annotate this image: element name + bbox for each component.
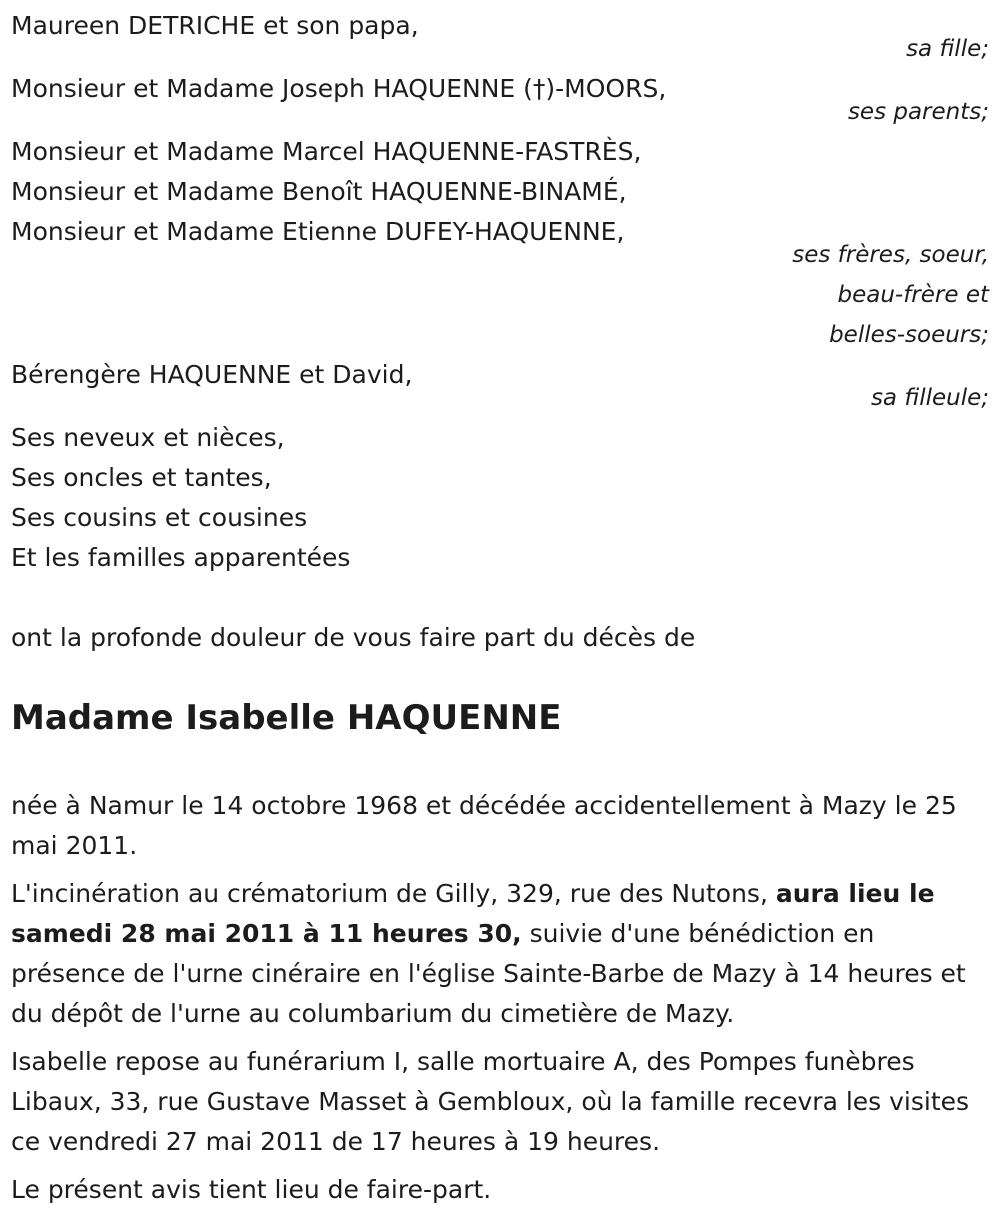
- sibling-line: Monsieur et Madame Etienne DUFEY-HAQUENNE,: [11, 217, 625, 246]
- relatives-line: Ses neveux et nièces,: [11, 423, 285, 452]
- sibling-line: Monsieur et Madame Marcel HAQUENNE-FASTRÈS,: [11, 137, 642, 166]
- parents-line: Monsieur et Madame Joseph HAQUENNE (†)-MOORS,: [11, 74, 667, 103]
- visitation-text: Isabelle repose au funérarium I, salle mortuaire A, des Pompes funèbres Libaux, 33, rue Gustave Masset à Gembloux, où la famille recevra les visites ce vendredi 27 mai 2011 de 17 heures à 19 heures.: [11, 1047, 970, 1156]
- cremation-text: [11, 874, 989, 1034]
- birth-death-text: née à Namur le 14 octobre 1968 et décédée accidentellement à Mazy le 25 mai 2011.: [11, 791, 957, 860]
- deceased-block: [11, 698, 989, 738]
- announcement-text: ont la profonde douleur de vous faire part du décès de: [11, 623, 696, 652]
- siblings-role-line: beau-frère et: [837, 282, 989, 308]
- relatives-line: Ses cousins et cousines: [11, 503, 308, 532]
- siblings-role-line: ses frères, soeur,: [792, 242, 989, 268]
- deceased-name: Madame Isabelle HAQUENNE: [11, 698, 562, 738]
- daughter-line: Maureen DETRICHE et son papa,: [11, 11, 419, 40]
- sibling-line: Monsieur et Madame Benoît HAQUENNE-BINAMÉ,: [11, 177, 627, 206]
- details-block: [11, 786, 989, 1210]
- cremation-rest: suivie d'une bénédiction en présence de l'urne cinéraire en l'église Sainte-Barbe de Mazy à 14 heures et du dépôt de l'urne au columbarium du cimetière de Mazy.: [11, 919, 966, 1028]
- closing-text: Le présent avis tient lieu de faire-part.: [11, 1175, 492, 1204]
- goddaughter-role: sa filleule;: [870, 385, 989, 411]
- relatives-block: [11, 418, 989, 578]
- daughter-role: sa fille;: [906, 36, 989, 62]
- siblings-block: [11, 132, 989, 252]
- siblings-role-line: belles-soeurs;: [829, 322, 989, 348]
- announcement-block: [11, 618, 989, 658]
- parents-role: ses parents;: [847, 99, 989, 125]
- siblings-role-block: [11, 235, 989, 355]
- cremation-date: aura lieu le samedi 28 mai 2011 à 11 heures 30,: [11, 879, 935, 948]
- relatives-line: Et les familles apparentées: [11, 543, 351, 572]
- goddaughter-line: Bérengère HAQUENNE et David,: [11, 360, 413, 389]
- goddaughter-role-block: [11, 378, 989, 418]
- cremation-intro: L'incinération au crématorium de Gilly, 329, rue des Nutons,: [11, 879, 776, 908]
- parents-role-block: [11, 92, 989, 132]
- daughter-role-block: [11, 29, 989, 69]
- relatives-line: Ses oncles et tantes,: [11, 463, 272, 492]
